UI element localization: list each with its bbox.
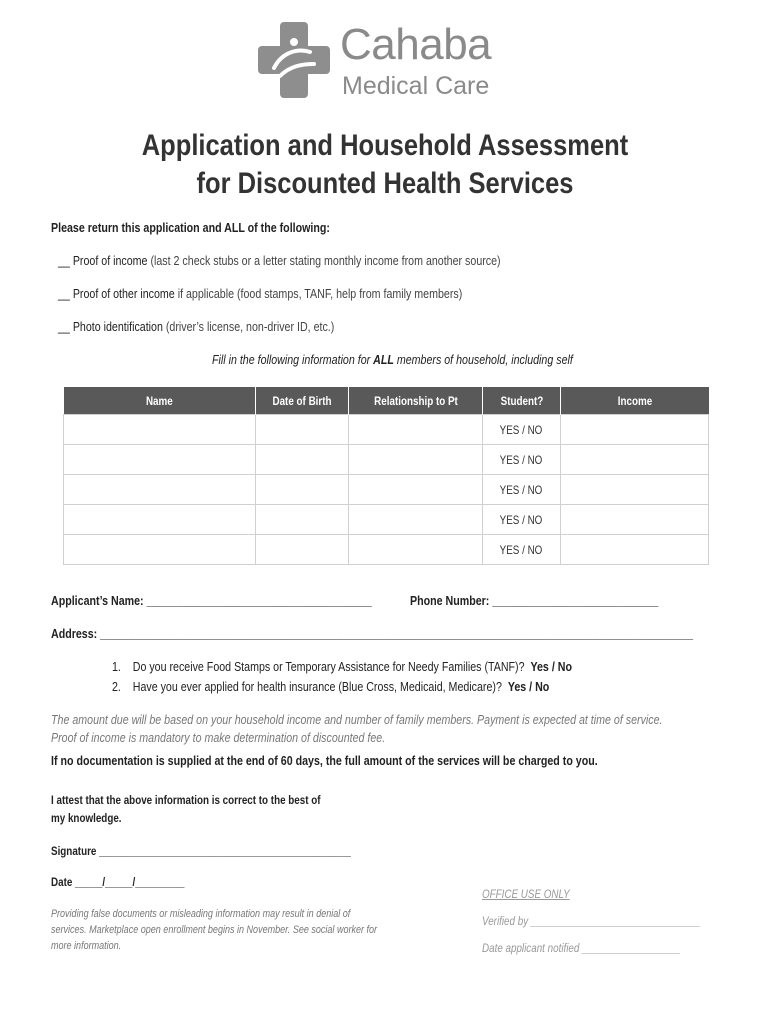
question-text: Do you receive Food Stamps or Temporary Assistance for Needy Families (TANF)? <box>132 659 525 674</box>
student-cell[interactable]: YES / NO <box>483 415 561 445</box>
table-row <box>64 535 709 565</box>
relationship-cell[interactable] <box>349 415 483 445</box>
header-income: Income <box>561 387 709 415</box>
question-2 <box>112 678 549 696</box>
name-cell[interactable] <box>64 475 256 505</box>
student-cell[interactable]: YES / NO <box>483 475 561 505</box>
relationship-cell[interactable] <box>349 475 483 505</box>
header-date-of-birth: Date of Birth <box>256 387 349 415</box>
student-cell[interactable]: YES / NO <box>483 445 561 475</box>
attest-statement-line1: I attest that the above information is correct to the best of <box>51 793 321 807</box>
question-answer-options[interactable]: Yes / No <box>507 679 550 694</box>
student-cell[interactable]: YES / NO <box>483 505 561 535</box>
income-cell[interactable] <box>561 505 709 535</box>
applicant-name-field[interactable]: Applicant’s Name: ______________________________________ <box>51 593 372 608</box>
requirement-item <box>58 252 501 270</box>
household-instruction-emphasis: ALL <box>373 352 394 367</box>
requirement-detail: (last 2 check stubs or a letter stating monthly income from another source) <box>147 253 501 268</box>
requirement-label: __ Photo identification <box>58 319 163 334</box>
table-row <box>64 505 709 535</box>
page-title-line2: for Discounted Health Services <box>196 167 574 200</box>
household-instruction <box>212 351 573 369</box>
footnote-line1: Providing false documents or misleading information may result in denial of <box>51 908 351 920</box>
relationship-cell[interactable] <box>349 445 483 475</box>
office-use-heading: OFFICE USE ONLY <box>482 887 570 901</box>
question-1 <box>112 658 572 676</box>
dob-cell[interactable] <box>256 535 349 565</box>
header-student: Student? <box>483 387 561 415</box>
address-field[interactable]: Address: ____________________________________________________________________________________________________ <box>51 626 694 641</box>
relationship-cell[interactable] <box>349 535 483 565</box>
name-cell[interactable] <box>64 415 256 445</box>
table-row <box>64 445 709 475</box>
logo-name: Cahaba <box>340 20 492 69</box>
date-notified-field[interactable]: Date applicant notified __________________ <box>482 941 681 955</box>
table-row <box>64 475 709 505</box>
requirement-label: __ Proof of income <box>58 253 148 268</box>
verified-by-field[interactable]: Verified by _______________________________ <box>482 914 701 928</box>
requirement-detail: if applicable (food stamps, TANF, help from family members) <box>174 286 463 301</box>
footnote-line3: more information. <box>51 940 122 952</box>
student-cell[interactable]: YES / NO <box>483 535 561 565</box>
name-cell[interactable] <box>64 445 256 475</box>
phone-number-field[interactable]: Phone Number: ____________________________ <box>410 593 659 608</box>
question-text: Have you ever applied for health insurance (Blue Cross, Medicaid, Medicare)? <box>132 679 502 694</box>
header-name: Name <box>64 387 256 415</box>
table-row <box>64 415 709 445</box>
cahaba-logo <box>258 22 528 102</box>
income-cell[interactable] <box>561 475 709 505</box>
logo-subtitle: Medical Care <box>342 72 490 100</box>
name-cell[interactable] <box>64 535 256 565</box>
income-cell[interactable] <box>561 535 709 565</box>
income-cell[interactable] <box>561 415 709 445</box>
payment-notice: The amount due will be based on your household income and number of family members. Payment is expected at time of service. <box>51 712 663 727</box>
income-proof-notice: Proof of income is mandatory to make determination of discounted fee. <box>51 730 386 745</box>
dob-cell[interactable] <box>256 505 349 535</box>
household-table <box>63 387 709 565</box>
requirement-label: __ Proof of other income <box>58 286 175 301</box>
requirement-item <box>58 285 462 303</box>
date-field[interactable]: Date _____/_____/_________ <box>51 875 185 889</box>
medical-cross-icon <box>258 22 332 98</box>
question-number: 2. <box>112 679 121 694</box>
dob-cell[interactable] <box>256 445 349 475</box>
household-instruction-suffix: members of household, including self <box>393 352 573 367</box>
question-answer-options[interactable]: Yes / No <box>530 659 572 674</box>
requirement-item <box>58 318 334 336</box>
header-relationship: Relationship to Pt <box>349 387 483 415</box>
question-number: 1. <box>112 659 121 674</box>
attest-statement-line2: my knowledge. <box>51 811 122 825</box>
requirement-detail: (driver’s license, non-driver ID, etc.) <box>162 319 335 334</box>
table-header-row <box>64 387 709 415</box>
instructions-heading: Please return this application and ALL of the following: <box>51 220 330 235</box>
footnote-line2: services. Marketplace open enrollment begins in November. See social worker for <box>51 924 378 936</box>
household-instruction-prefix: Fill in the following information for <box>212 352 374 367</box>
dob-cell[interactable] <box>256 475 349 505</box>
relationship-cell[interactable] <box>349 505 483 535</box>
page-title-line1: Application and Household Assessment <box>141 129 629 162</box>
dob-cell[interactable] <box>256 415 349 445</box>
signature-field[interactable]: Signature ______________________________________________ <box>51 844 351 858</box>
name-cell[interactable] <box>64 505 256 535</box>
documentation-warning: If no documentation is supplied at the end of 60 days, the full amount of the services will be charged to you. <box>51 753 598 768</box>
income-cell[interactable] <box>561 445 709 475</box>
